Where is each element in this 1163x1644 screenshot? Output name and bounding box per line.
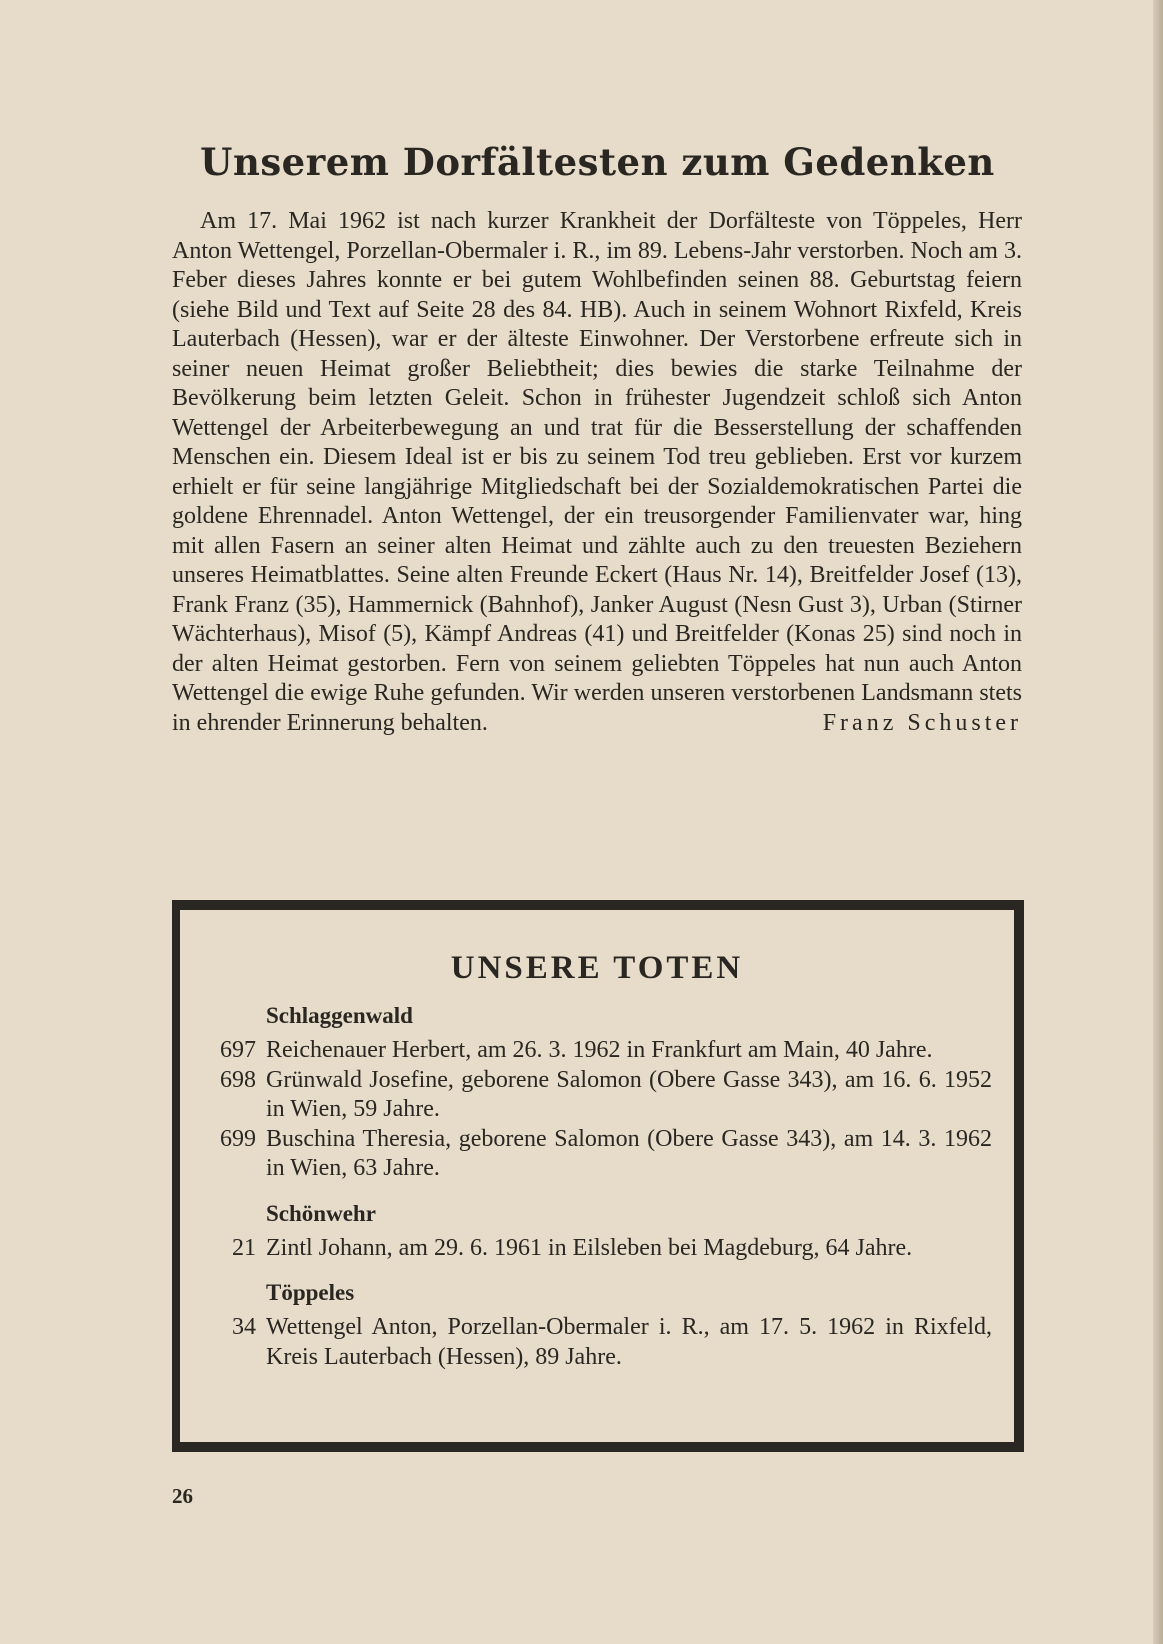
entry-number: 699 — [220, 1125, 256, 1152]
page-edge-shadow — [1153, 0, 1163, 1644]
town-heading: Schönwehr — [266, 1200, 376, 1226]
obituary-title: UNSERE TOTEN — [450, 950, 744, 986]
entry-text: Zintl Johann, am 29. 6. 1961 in Eilsleben bei Magdeburg, 64 Jahre. — [266, 1234, 913, 1261]
article-text: Am 17. Mai 1962 ist nach kurzer Krankheit der Dorfälteste von Töppeles, Herr Anton Wettengel, Porzellan-Obermaler i. R., im 89. Lebens-Jahr verstorben. Noch am 3. Feber dieses Jahres konnte er bei gutem Wohlbefinden seinen 88. Geburtstag feiern (siehe Bild und Text auf Seite 28 des 84. HB). Auch in seinem Wohnort Rixfeld, Kreis Lauterbach (Hessen), war er der älteste Einwohner. Der Verstorbene erfreute sich in seiner neuen Heimat großer Beliebtheit; dies bewies die starke Teilnahme der Bevölkerung beim letzten Geleit. Schon in frühester Jugendzeit schloß sich Anton Wettengel der Arbeiterbewegung an und trat für die Besserstellung der schaffenden Menschen ein. Diesem Ideal ist er bis zu seinem Tod treu geblieben. Erst vor kurzem erhielt er für seine langjährige Mitgliedschaft bei der Sozialdemokratischen Partei die goldene Ehrennadel. Anton Wettengel, der ein treusorgender Familienvater war, hing mit allen Fasern an seiner alten Heimat und zählte auch zu den treuesten Beziehern unseres Heimatblattes. Seine alten Freunde Eckert (Haus Nr. 14), Breitfelder Josef (13), Frank Franz (35), Hammernick (Bahnhof), Janker August (Nesn Gust 3), Urban (Stirner Wächterhaus), Misof (5), Kämpf Andreas (41) und Breitfelder (Konas 25) sind noch in der alten Heimat gestorben. Fern von seinem geliebten Töppeles hat nun auch Anton Wettengel die ewige Ruhe gefunden. Wir werden unseren verstorbenen Landsmann stets in ehrender Erinnerung behalten. — [172, 208, 1022, 736]
entry-text: Wettengel Anton, Porzellan-Obermaler i. R., am 17. 5. 1962 in Rixfeld, Kreis Lauterbach (Hessen), 89 Jahre. — [266, 1314, 992, 1370]
page-number: 26 — [172, 1484, 193, 1508]
obituary-box — [172, 900, 1024, 1452]
article-title: Unserem Dorfältesten zum Gedenken — [200, 140, 995, 184]
obituary-entry — [180, 1066, 1014, 1125]
entry-number: 34 — [232, 1314, 256, 1340]
town-heading: Töppeles — [266, 1280, 355, 1305]
entry-number: 697 — [220, 1037, 256, 1063]
town-heading: Schlaggenwald — [266, 1003, 413, 1028]
spacer — [180, 1263, 1014, 1273]
entry-number: 21 — [232, 1234, 256, 1261]
obituary-entry — [180, 1125, 1014, 1184]
obituary-entry — [180, 1234, 1014, 1264]
obituary-list — [180, 996, 1014, 1372]
entry-text: Reichenauer Herbert, am 26. 3. 1962 in Frankfurt am Main, 40 Jahre. — [266, 1037, 933, 1063]
article-body — [172, 207, 1022, 738]
obituary-entry — [180, 1036, 1014, 1066]
article-author: Franz Schuster — [822, 709, 1022, 736]
entry-text: Buschina Theresia, geborene Salomon (Obere Gasse 343), am 14. 3. 1962 in Wien, 63 Jahre. — [266, 1125, 992, 1181]
entry-number: 698 — [220, 1066, 256, 1093]
obituary-entry — [180, 1313, 1014, 1372]
entry-text: Grünwald Josefine, geborene Salomon (Obere Gasse 343), am 16. 6. 1952 in Wien, 59 Jahre. — [266, 1066, 992, 1122]
spacer — [180, 1184, 1014, 1194]
